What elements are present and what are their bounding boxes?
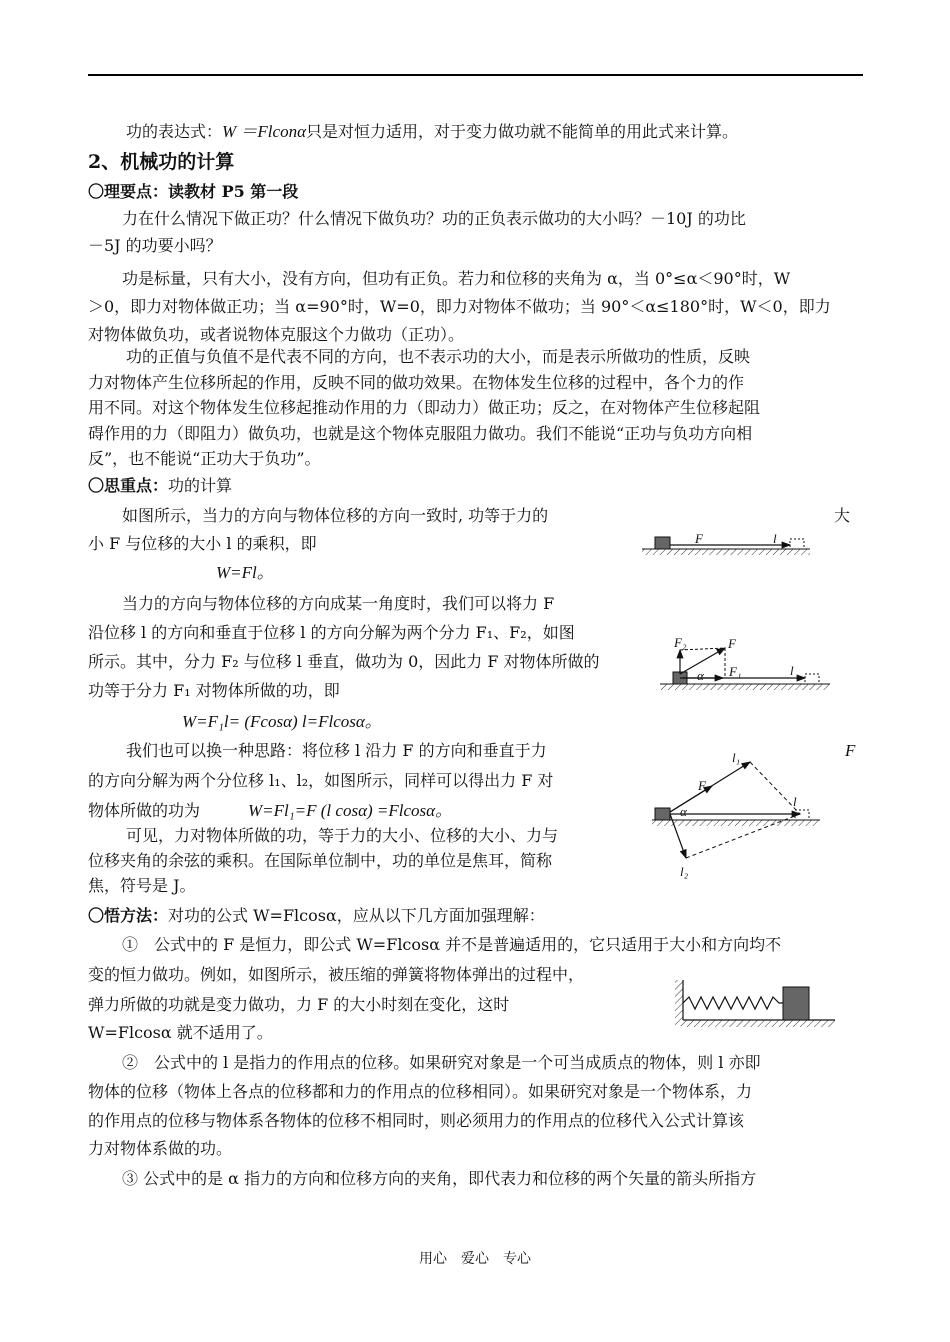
paragraph-line: 当力的方向与物体位移的方向成某一角度时，我们可以将力 F — [122, 594, 555, 613]
figure-displacement-decomposition — [650, 748, 825, 883]
paragraph-line: 对物体做负功，或者说物体克服这个力做功（正功）。 — [88, 325, 465, 344]
paragraph-line: 大 — [834, 506, 851, 525]
paragraph-line: ③ 公式中的是 α 指力的方向和位移方向的夹角，即代表力和位移的两个矢量的箭头所指方 — [122, 1169, 757, 1188]
label-f: F — [695, 531, 703, 546]
paragraph-line: 如图所示，当力的方向与物体位移的方向一致时, 功等于力的 — [122, 506, 549, 525]
paragraph-line: 可见，力对物体所做的功，等于力的大小、位移的大小、力与 — [126, 826, 559, 845]
spring — [683, 997, 783, 1009]
paragraph-line: 物体所做的功为 W=Fl₁=F (l cosα) =Flcosα。 — [88, 801, 453, 820]
block — [783, 987, 809, 1020]
label-f: F — [728, 636, 736, 651]
dashed-guide — [680, 648, 725, 650]
block-final-position — [805, 674, 819, 684]
paragraph-line: 所示。其中，分力 F₂ 与位移 l 垂直，做功为 0，因此力 F 对物体所做的 — [88, 652, 600, 671]
label-l2: l₂ — [680, 864, 689, 879]
label-f1: F₁ — [729, 664, 742, 679]
paragraph-line: ① 公式中的 F 是恒力，即公式 W=Flcosα 并不是普遍适用的，它只适用于大小和方向均不 — [122, 935, 782, 954]
paragraph-line: 的作用点的位移与物体系各物体的位移不相同时，则必须用力的作用点的位移代入公式计算该 — [88, 1111, 745, 1130]
label-l: l — [793, 794, 797, 809]
wall-hatch — [675, 980, 683, 1026]
paragraph-line: W=Flcosα 就不适用了。 — [88, 1023, 273, 1042]
paragraph-line: 功的表达式：W ＝Flconα只是对恒力适用，对于变力做功就不能简单的用此式来计算。 — [126, 122, 739, 141]
page-footer: 用心 爱心 专心 — [419, 1251, 531, 1267]
paragraph-line: 功是标量，只有大小，没有方向，但功有正负。若力和位移的夹角为 α，当 0°≤α＜90°时，W — [122, 269, 791, 288]
block — [655, 808, 670, 820]
paragraph-line: 用不同。对这个物体发生位移起推动作用的力（即动力）做正功；反之，在对物体产生位移起阻 — [88, 398, 761, 417]
paragraph-line: 位移夹角的余弦的乘积。在国际单位制中，功的单位是焦耳，简称 — [88, 851, 553, 870]
label-alpha: α — [680, 804, 687, 819]
paragraph-line: 力对物体产生位移所起的作用，反映不同的做功效果。在物体发生位移的过程中，各个力的作 — [88, 373, 745, 392]
ground-hatch — [652, 820, 820, 826]
formula-w-f1l: W=F₁l= (Fcosα) l=Flcosα。 — [182, 712, 382, 731]
subheading-key-points: 〇理要点：读教材 P5 第一段 — [88, 182, 299, 201]
paragraph-line: 的方向分解为两个分位移 l₁、l₂，如图所示，同样可以得出力 F 对 — [88, 771, 554, 790]
paragraph-line: 力对物体系做的功。 — [88, 1139, 233, 1158]
paragraph-line: 物体的位移（物体上各点的位移都和力的作用点的位移相同）。如果研究对象是一个物体系，力 — [88, 1082, 753, 1101]
ground-hatch — [660, 684, 830, 690]
label-alpha: α — [697, 668, 704, 683]
paragraph-line: 小 F 与位移的大小 l 的乘积，即 — [88, 534, 317, 553]
paragraph-line: 沿位移 l 的方向和垂直于位移 l 的方向分解为两个分力 F₁、F₂，如图 — [88, 623, 575, 642]
figure-spring — [675, 975, 840, 1035]
paragraph-line: 反”，也不能说“正功大于负功”。 — [88, 449, 321, 468]
floor-hatch — [683, 1020, 835, 1027]
label-l: l — [790, 663, 794, 678]
section-heading: 2、机械功的计算 — [88, 151, 235, 173]
paragraph-line: 焦，符号是 J。 — [88, 876, 196, 895]
paragraph-line: 力在什么情况下做正功？什么情况下做负功？功的正负表示做功的大小吗？－10J 的功比 — [122, 209, 746, 228]
paragraph-line: ② 公式中的 l 是指力的作用点的位移。如果研究对象是一个可当成质点的物体，则 l 亦即 — [122, 1053, 761, 1072]
header-rule — [88, 74, 863, 76]
paragraph-line: 变的恒力做功。例如，如图所示，被压缩的弹簧将物体弹出的过程中， — [88, 965, 585, 984]
subheading-method: 〇悟方法：对功的公式 W=Flcosα，应从以下几方面加强理解： — [88, 906, 545, 925]
label-f: F — [698, 778, 706, 793]
paragraph-line: F — [845, 741, 856, 760]
formula-w-fl: W=Fl。 — [216, 563, 274, 582]
work-formula: W ＝Flconα — [222, 122, 307, 141]
block-final-position — [790, 539, 804, 549]
subheading-key-focus: 〇思重点：功的计算 — [88, 476, 233, 495]
paragraph-line: 功的正值与负值不是代表不同的方向，也不表示功的大小，而是表示所做功的性质，反映 — [126, 347, 751, 366]
paragraph-line: 功等于分力 F₁ 对物体所做的功，即 — [88, 681, 340, 700]
label-l1: l₁ — [732, 750, 741, 765]
figure-parallel-force — [640, 525, 820, 565]
label-f2: F₂ — [674, 635, 687, 650]
paragraph-line: ＞0，即力对物体做正功；当 α=90°时，W=0，即力对物体不做功；当 90°＜α≤180°时，W＜0，即力 — [88, 297, 831, 316]
label-l: l — [773, 531, 777, 546]
ground-hatch — [642, 549, 810, 555]
paragraph-line: 我们也可以换一种思路：将位移 l 沿力 F 的方向和垂直于力 — [126, 741, 547, 760]
paragraph-line: －5J 的功要小吗？ — [88, 236, 222, 255]
paragraph-line: 碍作用的力（即阻力）做负功，也就是这个物体克服阻力做功。我们不能说“正功与负功方向相 — [88, 424, 753, 443]
block — [655, 537, 670, 549]
paragraph-line: 弹力所做的功就是变力做功，力 F 的大小时刻在变化，这时 — [88, 995, 510, 1014]
figure-force-decomposition — [655, 632, 835, 694]
